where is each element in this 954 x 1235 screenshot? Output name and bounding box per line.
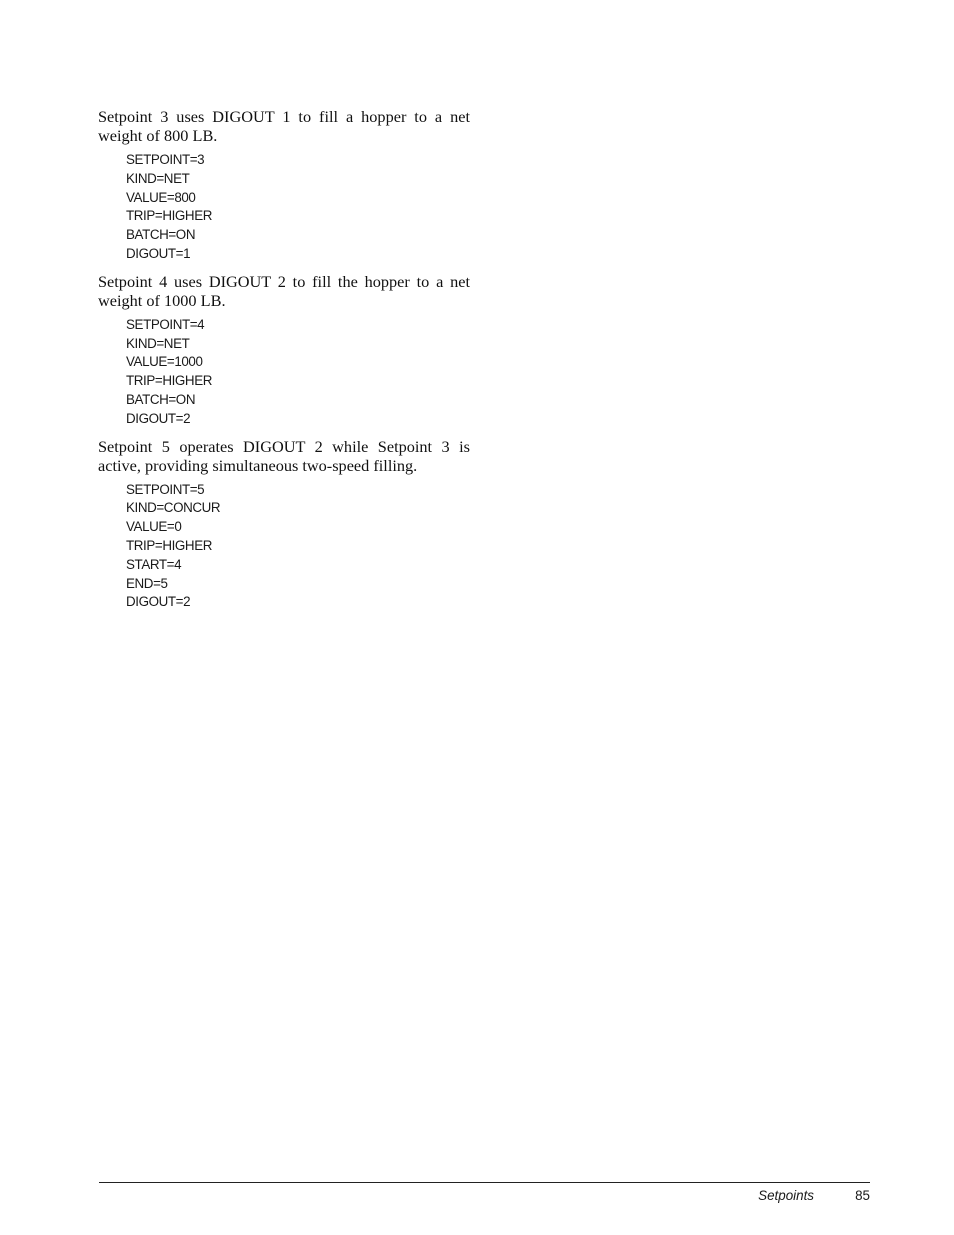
setpoint-4-description: Setpoint 4 uses DIGOUT 2 to fill the hopper to a net weight of 1000 LB. [98,271,470,310]
config-line: SETPOINT=3 [126,152,205,167]
footer-divider [99,1182,870,1183]
setpoint-3-config [126,151,470,264]
config-line: KIND=NET [126,170,190,186]
config-line: KIND=NET [126,335,190,351]
config-line: DIGOUT=1 [126,245,191,261]
setpoint-5-description: Setpoint 5 operates DIGOUT 2 while Setpoint 3 is active, providing simultaneous two-speed filling. [98,436,470,475]
config-line: VALUE=800 [126,189,196,205]
footer-section-title: Setpoints [758,1188,814,1203]
config-line: DIGOUT=2 [126,594,191,610]
config-line: TRIP=HIGHER [126,373,212,389]
setpoint-4-config [126,316,470,429]
setpoint-3-description: Setpoint 3 uses DIGOUT 1 to fill a hopper to a net weight of 800 LB. [98,107,470,145]
config-line: VALUE=0 [126,519,182,535]
setpoint-5-config [126,481,470,613]
config-line: SETPOINT=4 [126,316,205,332]
page-number: 85 [855,1188,870,1203]
config-line: TRIP=HIGHER [126,537,212,553]
config-line: START=4 [126,556,182,572]
config-line: END=5 [126,575,168,591]
config-line: VALUE=1000 [126,354,203,370]
config-line: SETPOINT=5 [126,481,205,497]
config-line: BATCH=ON [126,227,196,243]
document-body [98,107,470,620]
config-line: BATCH=ON [126,391,196,407]
config-line: DIGOUT=2 [126,410,191,426]
config-line: KIND=CONCUR [126,500,221,516]
config-line: TRIP=HIGHER [126,208,212,224]
